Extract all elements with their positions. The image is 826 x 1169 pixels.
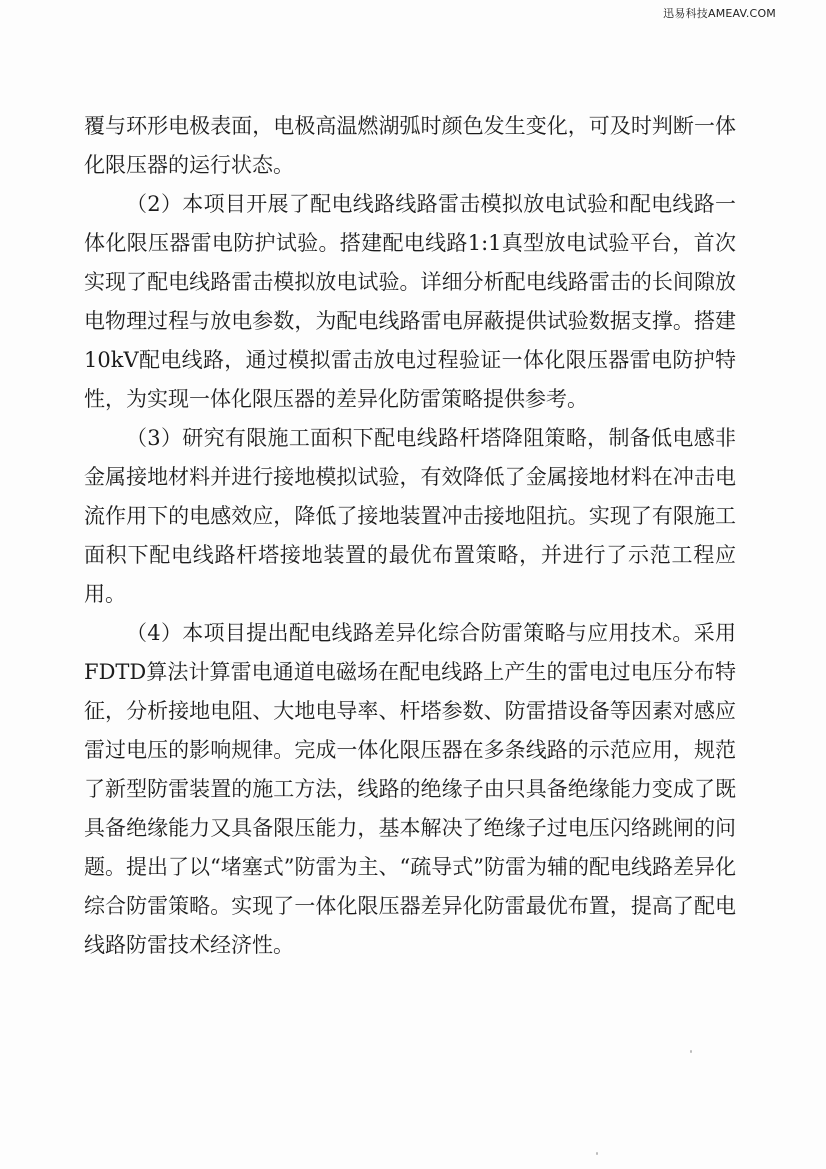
document-body	[84, 107, 736, 965]
scan-speck	[690, 1050, 692, 1053]
watermark-text: 迅易科技AMEAV.COM	[663, 7, 776, 20]
paragraph-item-2: （2）本项目开展了配电线路线路雷击模拟放电试验和配电线路一体化限压器雷电防护试验。搭建配电线路1:1真型放电试验平台，首次实现了配电线路雷击模拟放电试验。详细分析配电线路雷击的长间隙放电物理过程与放电参数，为配电线路雷电屏蔽提供试验数据支撑。搭建10kV配电线路，通过模拟雷击放电过程验证一体化限压器雷电防护特性，为实现一体化限压器的差异化防雷策略提供参考。	[84, 192, 736, 411]
paragraph-item-3: （3）研究有限施工面积下配电线路杆塔降阻策略，制备低电感非金属接地材料并进行接地模拟试验，有效降低了金属接地材料在冲击电流作用下的电感效应，降低了接地装置冲击接地阻抗。实现了有限施工面积下配电线路杆塔接地装置的最优布置策略，并进行了示范工程应用。	[84, 426, 736, 606]
paragraph-continuation: 覆与环形电极表面，电极高温燃湖弧时颜色发生变化，可及时判断一体化限压器的运行状态。	[84, 114, 736, 177]
paragraph-item-4: （4）本项目提出配电线路差异化综合防雷策略与应用技术。采用FDTD算法计算雷电通道电磁场在配电线路上产生的雷电过电压分布特征，分析接地电阻、大地电导率、杆塔参数、防雷措设备等因素对感应雷过电压的影响规律。完成一体化限压器在多条线路的示范应用，规范了新型防雷装置的施工方法，线路的绝缘子由只具备绝缘能力变成了既具备绝缘能力又具备限压能力，基本解决了绝缘子过电压闪络跳闸的问题。提出了以“堵塞式”防雷为主、“疏导式”防雷为辅的配电线路差异化综合防雷策略。实现了一体化限压器差异化防雷最优布置，提高了配电线路防雷技术经济性。	[84, 621, 736, 957]
scan-speck	[596, 1152, 598, 1155]
